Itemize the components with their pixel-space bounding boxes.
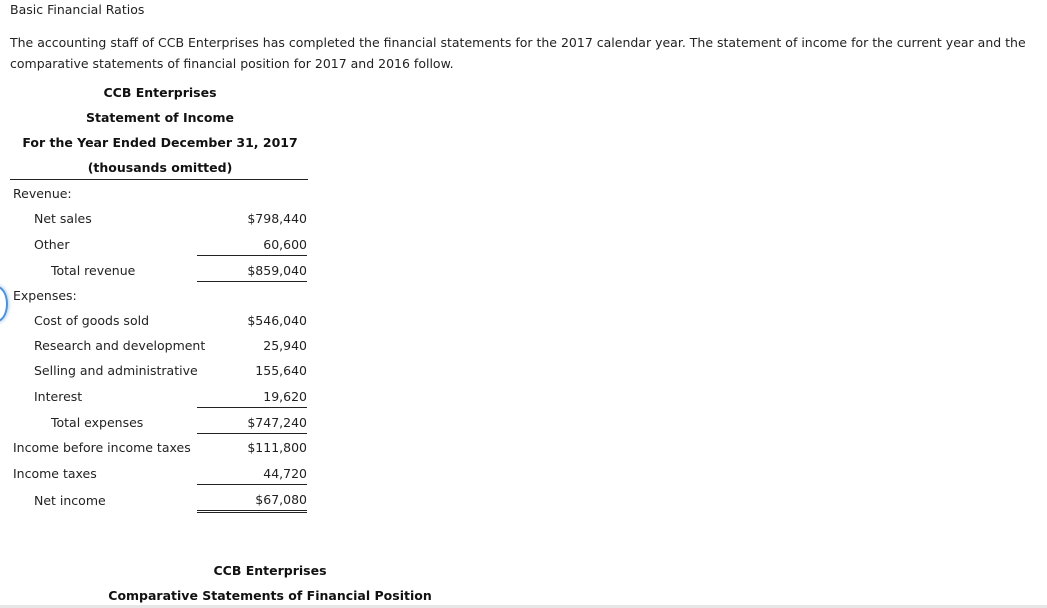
interest-label: Interest (34, 389, 83, 404)
total-revenue-label: Total revenue (51, 263, 136, 278)
expenses-heading: Expenses: (13, 288, 77, 303)
interest-value: 19,620 (197, 389, 307, 408)
intro-paragraph: The accounting staff of CCB Enterprises has completed the financial statements for the 2017 calendar year. The statement of income for the current year and the comparative statements of financial position for 2017 and 2016 follow. (10, 35, 1026, 71)
income-statement-units: (thousands omitted) (87, 160, 233, 175)
sga-value: 155,640 (255, 363, 307, 378)
income-before-taxes-label: Income before income taxes (13, 440, 191, 455)
total-revenue-value: $859,040 (197, 263, 307, 282)
income-statement-period: For the Year Ended December 31, 2017 (22, 135, 298, 150)
income-taxes-label: Income taxes (13, 466, 97, 481)
income-statement-title: Statement of Income (85, 110, 235, 125)
net-income-label: Net income (34, 493, 106, 508)
other-revenue-label: Other (34, 237, 70, 252)
header-divider (10, 179, 308, 180)
net-sales-value: $798,440 (247, 211, 307, 226)
cogs-label: Cost of goods sold (34, 313, 150, 328)
position-company-name: CCB Enterprises (213, 563, 327, 578)
rnd-value: 25,940 (263, 338, 307, 353)
page-title: Basic Financial Ratios (10, 2, 145, 17)
total-expenses-label: Total expenses (51, 415, 144, 430)
rnd-label: Research and development (34, 338, 206, 353)
position-statement-title: Comparative Statements of Financial Position (108, 588, 432, 603)
income-company-name: CCB Enterprises (103, 85, 217, 100)
cogs-value: $546,040 (247, 313, 307, 328)
total-expenses-value: $747,240 (197, 415, 307, 434)
revenue-heading: Revenue: (13, 186, 72, 201)
other-revenue-value: 60,600 (197, 237, 307, 256)
focus-indicator (0, 286, 8, 322)
net-income-value: $67,080 (197, 492, 307, 513)
income-taxes-value: 44,720 (197, 466, 307, 485)
net-sales-label: Net sales (34, 211, 92, 226)
income-before-taxes-value: $111,800 (247, 440, 307, 455)
sga-label: Selling and administrative (34, 363, 198, 378)
